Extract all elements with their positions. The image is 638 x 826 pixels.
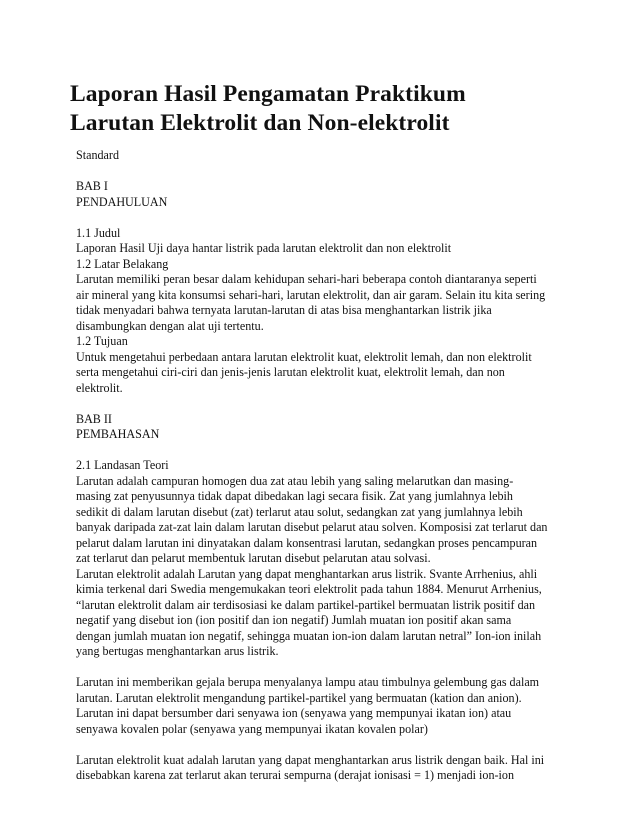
paragraph-line: banyak daripada zat-zat lain dalam larutan disebut pelarut atau solven. Komposisi zat terlarut dan — [76, 520, 548, 534]
paragraph-line: dengan jumlah muatan ion negatif, sehingga muatan ion-ion dalam larutan netral” Ion-ion inilah — [76, 628, 542, 643]
paragraph-line: disambungkan dengan alat uji tertentu. — [76, 318, 264, 333]
paragraph-line: Larutan ini dapat bersumber dari senyawa ion (senyawa yang mempunyai ikatan ion) atau — [76, 706, 512, 720]
paragraph-line: Larutan ini memberikan gejala berupa menyalanya lampu atau timbulnya gelembung gas dalam — [76, 675, 540, 689]
section-heading: 1.2 Tujuan — [76, 334, 128, 348]
paragraph-line: Larutan memiliki peran besar dalam kehidupan sehari-hari beberapa contoh diantaranya seperti — [76, 272, 537, 286]
paragraph-line: zat terlarut dan pelarut membentuk larutan disebut pelarutan atau solvasi. — [76, 551, 431, 565]
style-label: Standard — [76, 148, 119, 162]
document-title — [70, 80, 610, 138]
paragraph-line: senyawa kovalen polar (senyawa yang mempunyai ikatan kovalen polar) — [76, 721, 428, 736]
paragraph-line: serta mengetahui ciri-ciri dan jenis-jenis larutan elektrolit kuat, elektrolit lemah, dan non — [76, 365, 505, 379]
paragraph-line: pelarut dalam larutan ini dinyatakan dalam konsentrasi larutan, sedangkan proses pencampuran — [76, 535, 538, 550]
paragraph-line: tidak menyadari bahwa ternyata larutan-larutan di atas bisa menghantarkan listrik jika — [76, 303, 492, 317]
paragraph-line: Larutan elektrolit kuat adalah larutan yang dapat menghantarkan arus listrik dengan baik. Hal ini — [76, 752, 545, 767]
paragraph-line: Laporan Hasil Uji daya hantar listrik pada larutan elektrolit dan non elektrolit — [76, 241, 452, 255]
section-heading: 1.1 Judul — [76, 225, 121, 240]
paragraph-line: air mineral yang kita konsumsi sehari-hari, larutan elektrolit, dan air garam. Selain itu kita sering — [76, 287, 546, 302]
paragraph-line: Larutan adalah campuran homogen dua zat atau lebih yang saling melarutkan dan masing- — [76, 473, 514, 488]
section-heading: 1.2 Latar Belakang — [76, 256, 169, 271]
paragraph-line: yang bertugas menghantarkan arus listrik. — [76, 644, 279, 658]
chapter-title: PENDAHULUAN — [76, 194, 168, 209]
paragraph-line: sedikit di dalam larutan disebut (zat) terlarut atau solut, sedangkan zat yang jumlahnya lebih — [76, 504, 523, 519]
paragraph-line: elektrolit. — [76, 380, 123, 395]
title-line: Larutan Elektrolit dan Non-elektrolit — [70, 110, 450, 136]
chapter-number: BAB II — [76, 411, 112, 426]
paragraph-line: larutan. Larutan elektrolit mengandung partikel-partikel yang bermuatan (kation dan anion). — [76, 690, 522, 705]
paragraph-line: disebabkan karena zat terlarut akan terurai sempurna (derajat ionisasi = 1) menjadi ion-ion — [76, 768, 514, 782]
paragraph-line: masing zat penyusunnya tidak dapat dibedakan lagi secara fisik. Zat yang jumlahnya lebih — [76, 489, 513, 503]
paragraph-line: Untuk mengetahui perbedaan antara larutan elektrolit kuat, elektrolit lemah, dan non elektrolit — [76, 349, 532, 364]
document-body — [76, 148, 576, 784]
chapter-title: PEMBAHASAN — [76, 427, 160, 441]
section-heading: 2.1 Landasan Teori — [76, 458, 169, 472]
paragraph-line: negatif yang disebut ion (ion positif dan ion negatif) Jumlah muatan ion positif akan sama — [76, 613, 512, 627]
paragraph-line: kimia terkenal dari Swedia mengemukakan teori elektrolit pada tahun 1884. Menurut Arrhenius, — [76, 582, 542, 596]
chapter-number: BAB I — [76, 179, 108, 193]
paragraph-line: “larutan elektrolit dalam air terdisosiasi ke dalam partikel-partikel bermuatan listrik positif dan — [76, 597, 536, 612]
paragraph-line: Larutan elektrolit adalah Larutan yang dapat menghantarkan arus listrik. Svante Arrhenius, ahli — [76, 566, 538, 581]
title-line: Laporan Hasil Pengamatan Praktikum — [70, 81, 466, 107]
